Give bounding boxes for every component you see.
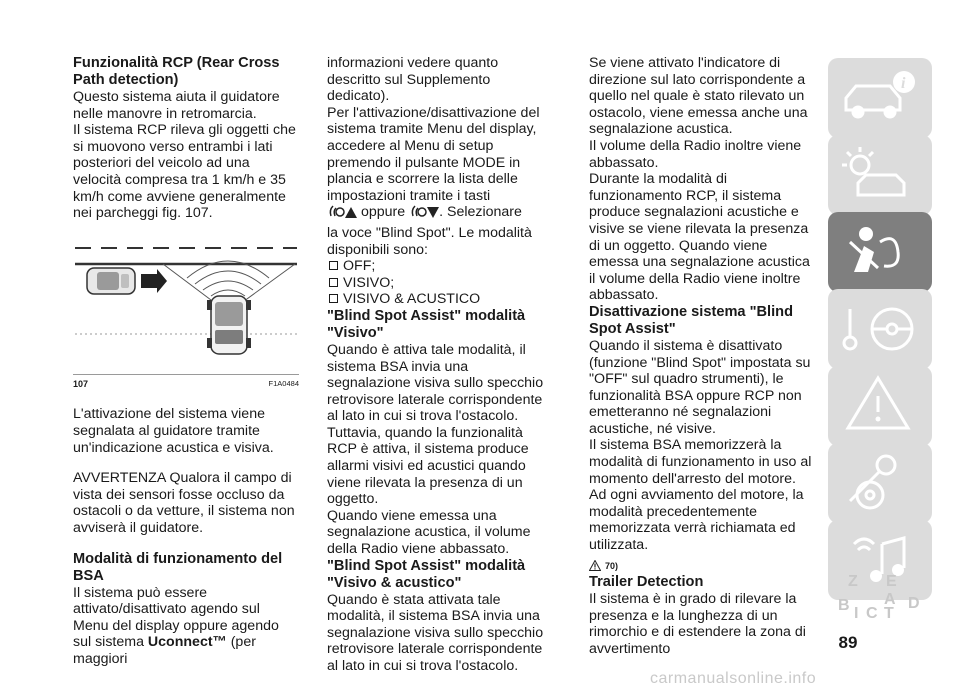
paragraph: informazioni vedere quanto descritto sul Supplemento dedicato). [327, 55, 499, 105]
heading-rcp: Funzionalità RCP (Rear Cross Path detection) [73, 55, 280, 88]
index-letter: I [854, 605, 859, 620]
index-letter: E [886, 573, 897, 590]
paragraph: Il sistema può essere attivato/disattivato agendo sul Menu del display oppure agendo sul sistema Uconnect™ (per maggiori [73, 584, 279, 667]
tab-car-info[interactable] [828, 58, 932, 138]
warning-paragraph: AVVERTENZA Qualora il campo di vista dei sensori fosse occluso da ostacoli o da vetture, il sistema non avviserà il guidatore. [73, 470, 295, 536]
column-3 [589, 55, 815, 658]
rear-cross-path-diagram [73, 234, 299, 366]
index-icon [828, 560, 932, 620]
paragraph: Quando è attiva tale modalità, il sistema BSA invia una segnalazione visiva sullo specchio retrovisore laterale corrispondente al lato in cui si trova l'ostacolo. [327, 341, 544, 425]
option-visivo: VISIVO; [327, 275, 553, 292]
tab-safety[interactable] [828, 212, 932, 292]
car-info-icon [828, 58, 932, 138]
steering-up-button-icon [327, 204, 357, 225]
paragraph: Il sistema BSA memorizzerà la modalità di funzionamento in uso al momento dell'arresto del motore. Ad ogni avviamento del motore, la modalità precedentemente memorizzata verrà richiamata ed utilizzata. [589, 437, 812, 554]
heading-trailer: Trailer Detection [589, 574, 704, 591]
tab-emergency[interactable] [828, 366, 932, 446]
paragraph: Per l'attivazione/disattivazione del sistema tramite Menu del display, accedere al Menu di setup premendo il pulsante MODE in plancia e scorrere la lista delle impostazioni tramite i tasti [327, 104, 540, 204]
paragraph: Quando viene emessa una segnalazione acustica, il volume della Radio viene abbassato. [327, 507, 531, 558]
paragraph: Il volume della Radio inoltre viene abbassato. [589, 137, 802, 171]
dashboard-lights-icon [828, 135, 932, 215]
heading-acustico: "Blind Spot Assist" modalità "Visivo & acustico" [327, 557, 526, 591]
uconnect-label: Uconnect™ [147, 634, 227, 651]
starting-driving-icon [828, 289, 932, 369]
figure-107-illustration [73, 234, 299, 366]
figure-caption [73, 374, 299, 393]
tab-dashboard[interactable] [828, 135, 932, 215]
paragraph: Se viene attivato l'indicatore di direzione sul lato corrispondente a quello nel quale è stato rilevato un ostacolo, viene emessa anche una segnalazione acustica. [589, 55, 808, 138]
paragraph: Quando è stata attivata tale modalità, il sistema BSA invia una segnalazione visiva sullo specchio retrovisore laterale corrispondente al lato in cui si trova l'ostacolo. [327, 591, 544, 674]
steering-down-button-icon [409, 204, 439, 225]
paragraph: Quando il sistema è disattivato (funzione "Blind Spot" impostata su "OFF" sul quadro strumenti), le funzionalità BSA oppure RCP non emetteranno né segnalazioni acustiche, né visive. [589, 337, 811, 437]
service-maintenance-icon [828, 443, 932, 523]
paragraph: Il sistema RCP rileva gli oggetti che si muovono verso entrambi i lati posteriori del veicolo ad una velocità compresa tra 1 km/h e 35 km/h come avviene generalmente nei parcheggi fig. 107. [73, 122, 296, 222]
heading-disattivazione: Disattivazione sistema "Blind Spot Assist" [589, 303, 793, 337]
column-2 [327, 55, 553, 675]
option-off: OFF; [327, 258, 553, 275]
index-letter: B [838, 597, 850, 614]
heading-modes: Modalità di funzionamento del BSA [73, 550, 283, 584]
paragraph: la voce "Blind Spot". Le modalità disponibili sono: [327, 224, 532, 258]
index-letter: T [884, 605, 894, 620]
crossing-car-icon [87, 268, 135, 294]
index-letter: C [866, 605, 878, 620]
warning-triangle-icon [589, 560, 601, 571]
index-letter: D [908, 595, 920, 612]
reversing-car-icon [207, 296, 251, 354]
figure-number: 107 [73, 378, 89, 389]
index-letter: Z [848, 573, 858, 590]
page-number: 89 [838, 633, 858, 652]
warning-triangle-icon [828, 366, 932, 446]
heading-visivo: "Blind Spot Assist" modalità "Visivo" [327, 307, 526, 341]
svg-text:i: i [901, 75, 906, 92]
tab-starting-driving[interactable] [828, 289, 932, 369]
option-visivo-acustico: VISIVO & ACUSTICO [327, 291, 553, 308]
safety-airbag-icon [828, 212, 932, 292]
figure-code: F1A0484 [268, 378, 299, 388]
paragraph: Tuttavia, quando la funzionalità RCP è attiva, il sistema produce allarmi visivi ed acustici quando viene rilevata la presenza di un oggetto. [327, 424, 529, 508]
column-1 [73, 55, 299, 667]
tab-index[interactable] [828, 560, 932, 620]
tab-service[interactable] [828, 443, 932, 523]
paragraph: oppure . Selezionare [327, 204, 553, 225]
index-letter: A [884, 591, 896, 608]
paragraph: Il sistema è in grado di rilevare la presenza e la lunghezza di un rimorchio e di estendere la zona di avvertimento [589, 591, 806, 657]
warning-reference: 70) [589, 558, 815, 575]
paragraph: L'attivazione del sistema viene segnalata al guidatore tramite un'indicazione acustica e visiva. [73, 406, 274, 456]
watermark: carmanualsonline.info [650, 670, 817, 687]
paragraph: Questo sistema aiuta il guidatore nelle manovre in retromarcia. [73, 89, 280, 122]
paragraph: Durante la modalità di funzionamento RCP, il sistema produce segnalazioni acustiche e visive se viene rilevata la presenza di un oggetto. Quando viene emessa una segnalazione acustica il volume della Radio viene inoltre abbassato. [589, 171, 810, 304]
